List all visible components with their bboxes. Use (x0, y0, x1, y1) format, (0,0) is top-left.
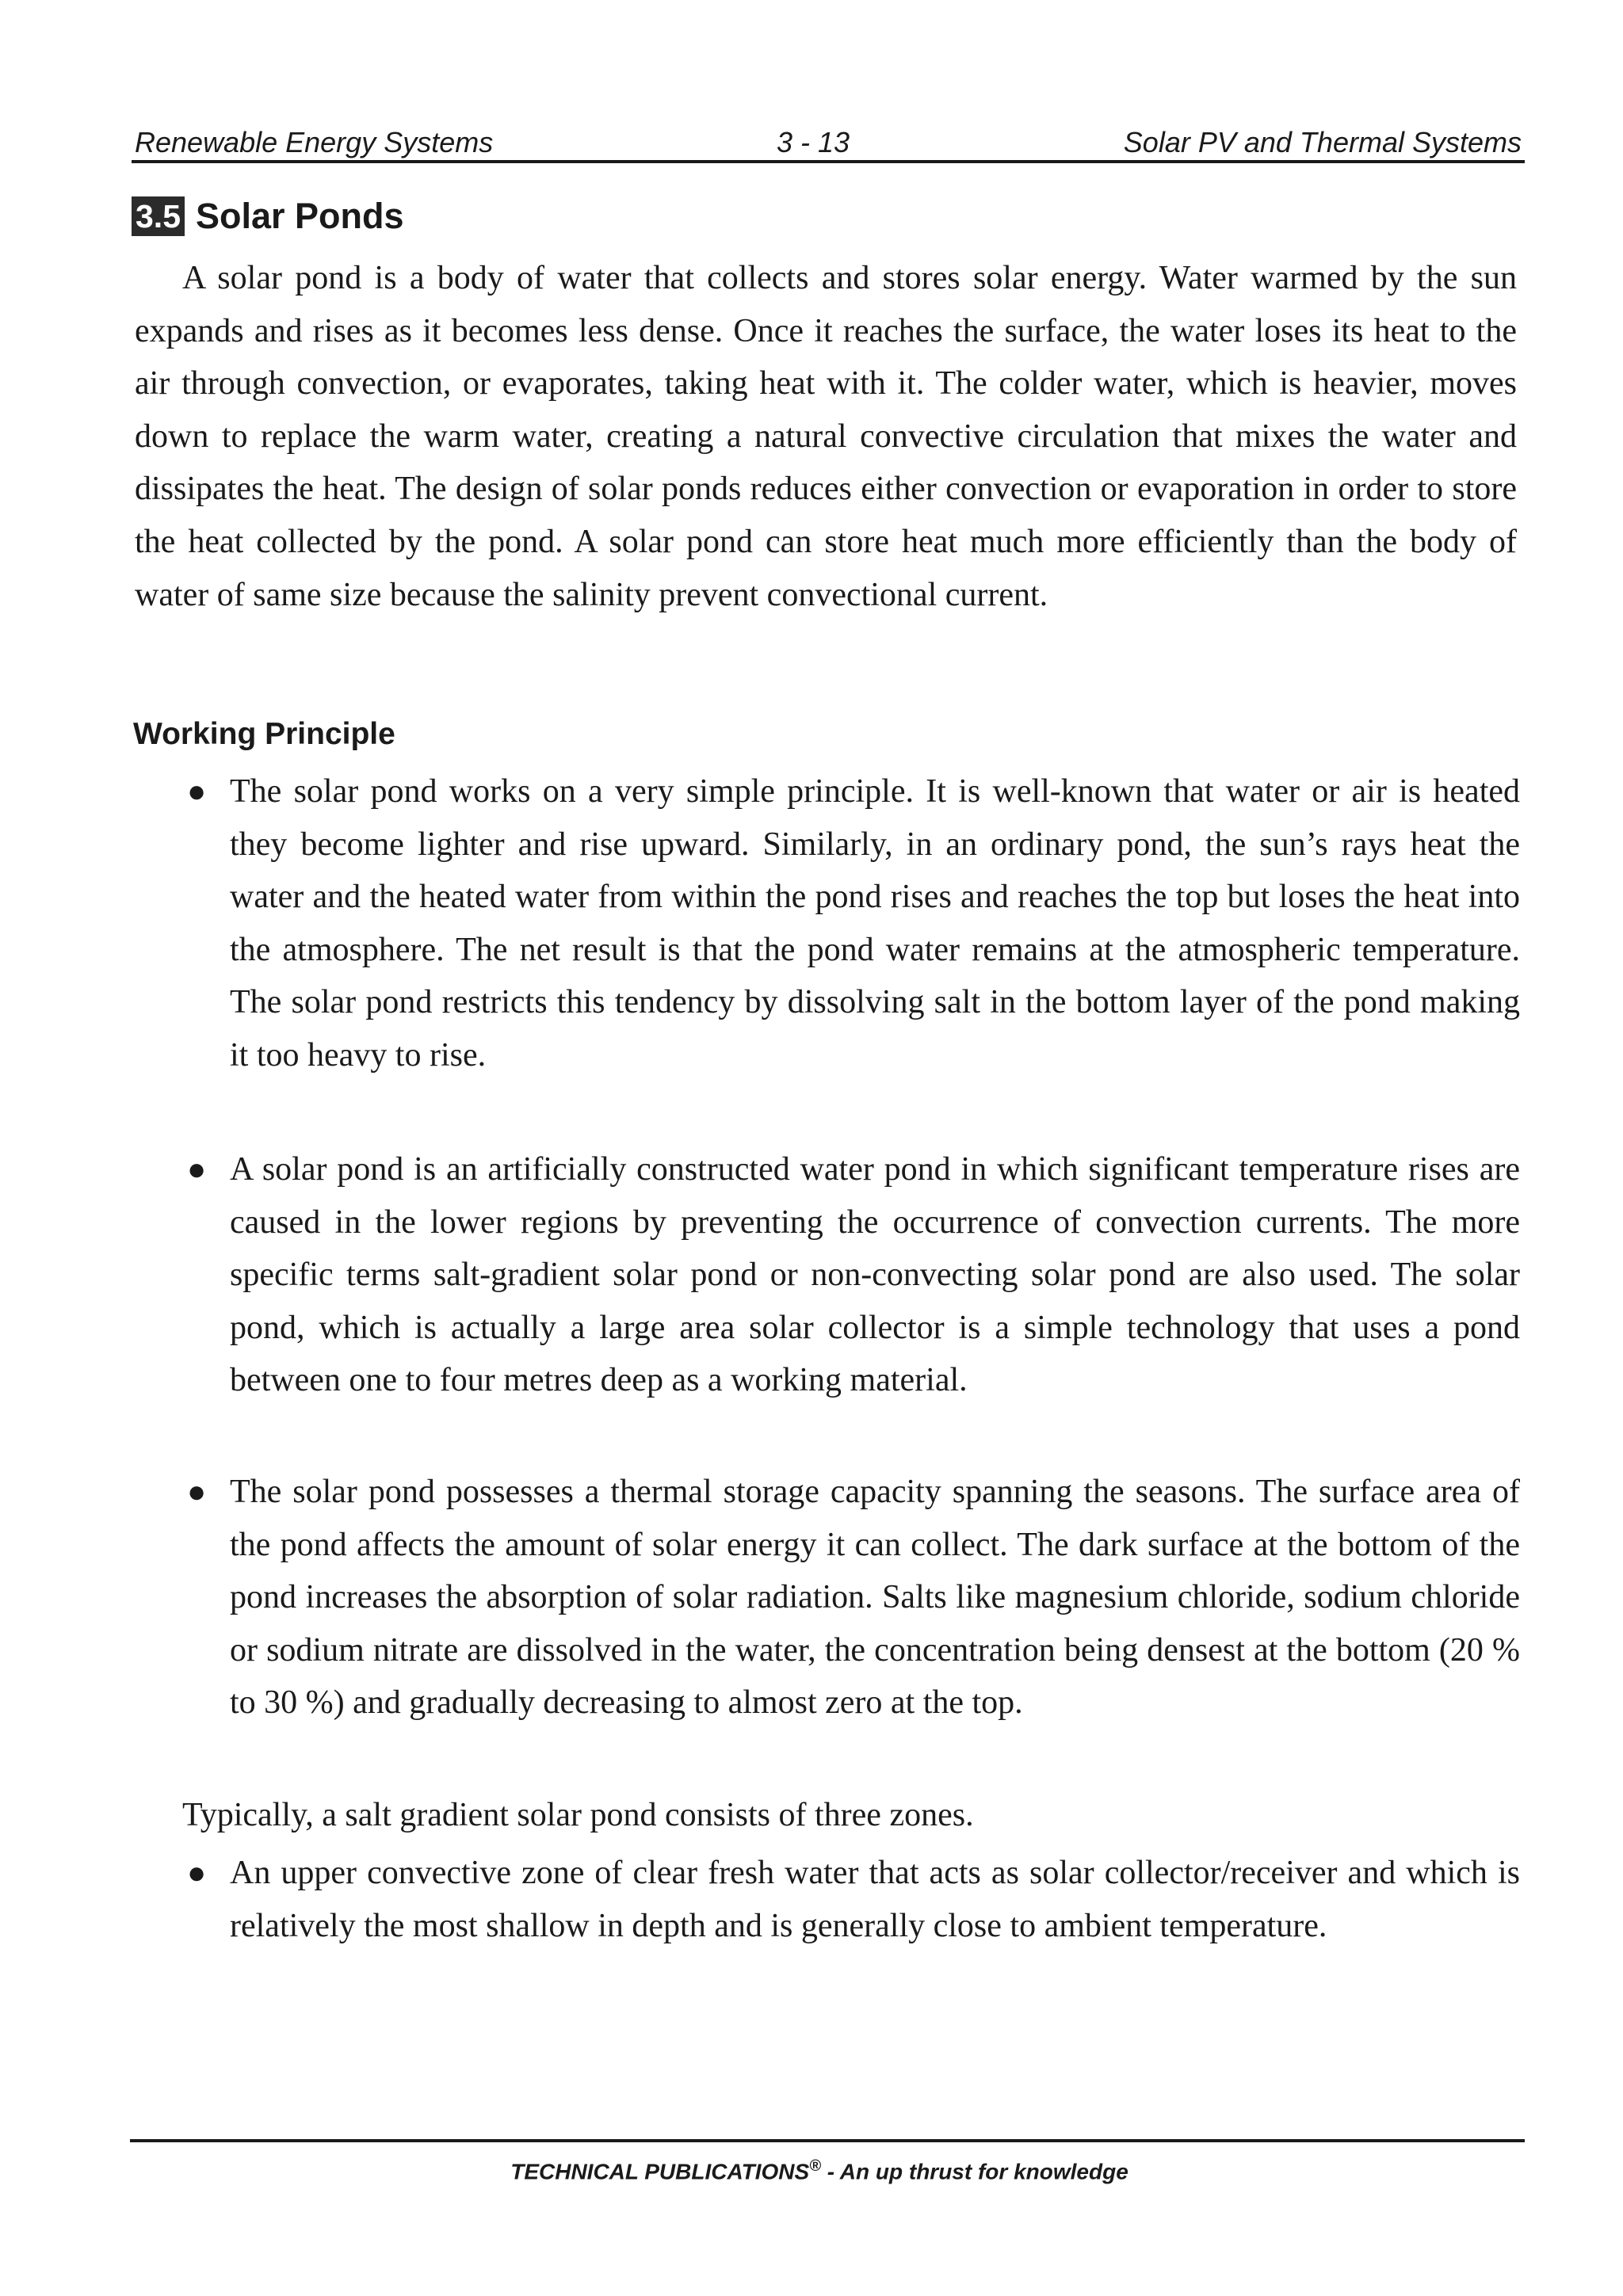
list-item-text: The solar pond works on a very simple principle. It is well-known that water or air is heated they become lighter and rise upward. Similarly, in an ordinary pond, the sun’s rays heat the water and the heated water from within the pond rises and reaches the top but loses the heat into the atmosphere. The net result is that the pond water remains at the atmospheric temperature. The solar pond restricts this tendency by dissolving salt in the bottom layer of the pond making it too heavy to rise. (230, 773, 1520, 1074)
header-rule (132, 160, 1525, 163)
list-item (187, 1847, 1520, 1952)
footer-publisher: TECHNICAL PUBLICATIONS (510, 2159, 810, 2184)
bullet-icon: ● (187, 773, 207, 809)
header-chapter-title: Solar PV and Thermal Systems (1123, 126, 1522, 158)
working-principle-heading: Working Principle (133, 717, 395, 751)
list-item-text: The solar pond possesses a thermal storage capacity spanning the seasons. The surface area of the pond affects the amount of solar energy it can collect. The dark surface at the bottom of the pond increases the absorption of solar radiation. Salts like magnesium chloride, sodium chloride or sodium nitrate are dissolved in the water, the concentration being densest at the bottom (20 % to 30 %) and gradually decreasing to almost zero at the top. (230, 1474, 1520, 1722)
section-title: Solar Ponds (196, 196, 404, 236)
intro-paragraph: A solar pond is a body of water that collects and stores solar energy. Water warmed by the sun expands and rises as it becomes less dense. Once it reaches the surface, the water loses its heat to the air through convection, or evaporates, taking heat with it. The colder water, which is heavier, moves down to replace the warm water, creating a natural convective circulation that mixes the water and dissipates the heat. The design of solar ponds reduces either convection or evaporation in order to store the heat collected by the pond. A solar pond can store heat much more efficiently than the body of water of same size because the salinity prevent convectional current. (135, 260, 1517, 613)
list-item (187, 765, 1520, 1082)
list-item-text: A solar pond is an artificially constructed water pond in which significant temperature rises are caused in the lower regions by preventing the occurrence of convection currents. The more specific terms salt-gradient solar pond or non-convecting solar pond are also used. The solar pond, which is actually a large area solar collector is a simple technology that uses a pond between one to four metres deep as a working material. (230, 1151, 1520, 1399)
bullet-icon: ● (187, 1855, 207, 1890)
header-page-number: 3 - 13 (776, 126, 850, 158)
zones-intro: Typically, a salt gradient solar pond consists of three zones. (182, 1797, 974, 1833)
section-number-badge: 3.5 (132, 196, 185, 236)
registered-mark: ® (809, 2157, 821, 2175)
list-item-text: An upper convective zone of clear fresh water that acts as solar collector/receiver and which is relatively the most shallow in depth and is generally close to ambient temperature. (230, 1855, 1520, 1944)
section-heading (132, 195, 404, 238)
footer-tagline: - An up thrust for knowledge (820, 2159, 1128, 2184)
list-item (187, 1466, 1520, 1730)
header-book-title: Renewable Energy Systems (135, 126, 494, 158)
page-header (133, 124, 1525, 162)
list-item (187, 1143, 1520, 1407)
page-footer (0, 2149, 1623, 2189)
footer-rule (130, 2139, 1525, 2142)
bullet-icon: ● (187, 1151, 207, 1187)
bullet-icon: ● (187, 1474, 207, 1509)
